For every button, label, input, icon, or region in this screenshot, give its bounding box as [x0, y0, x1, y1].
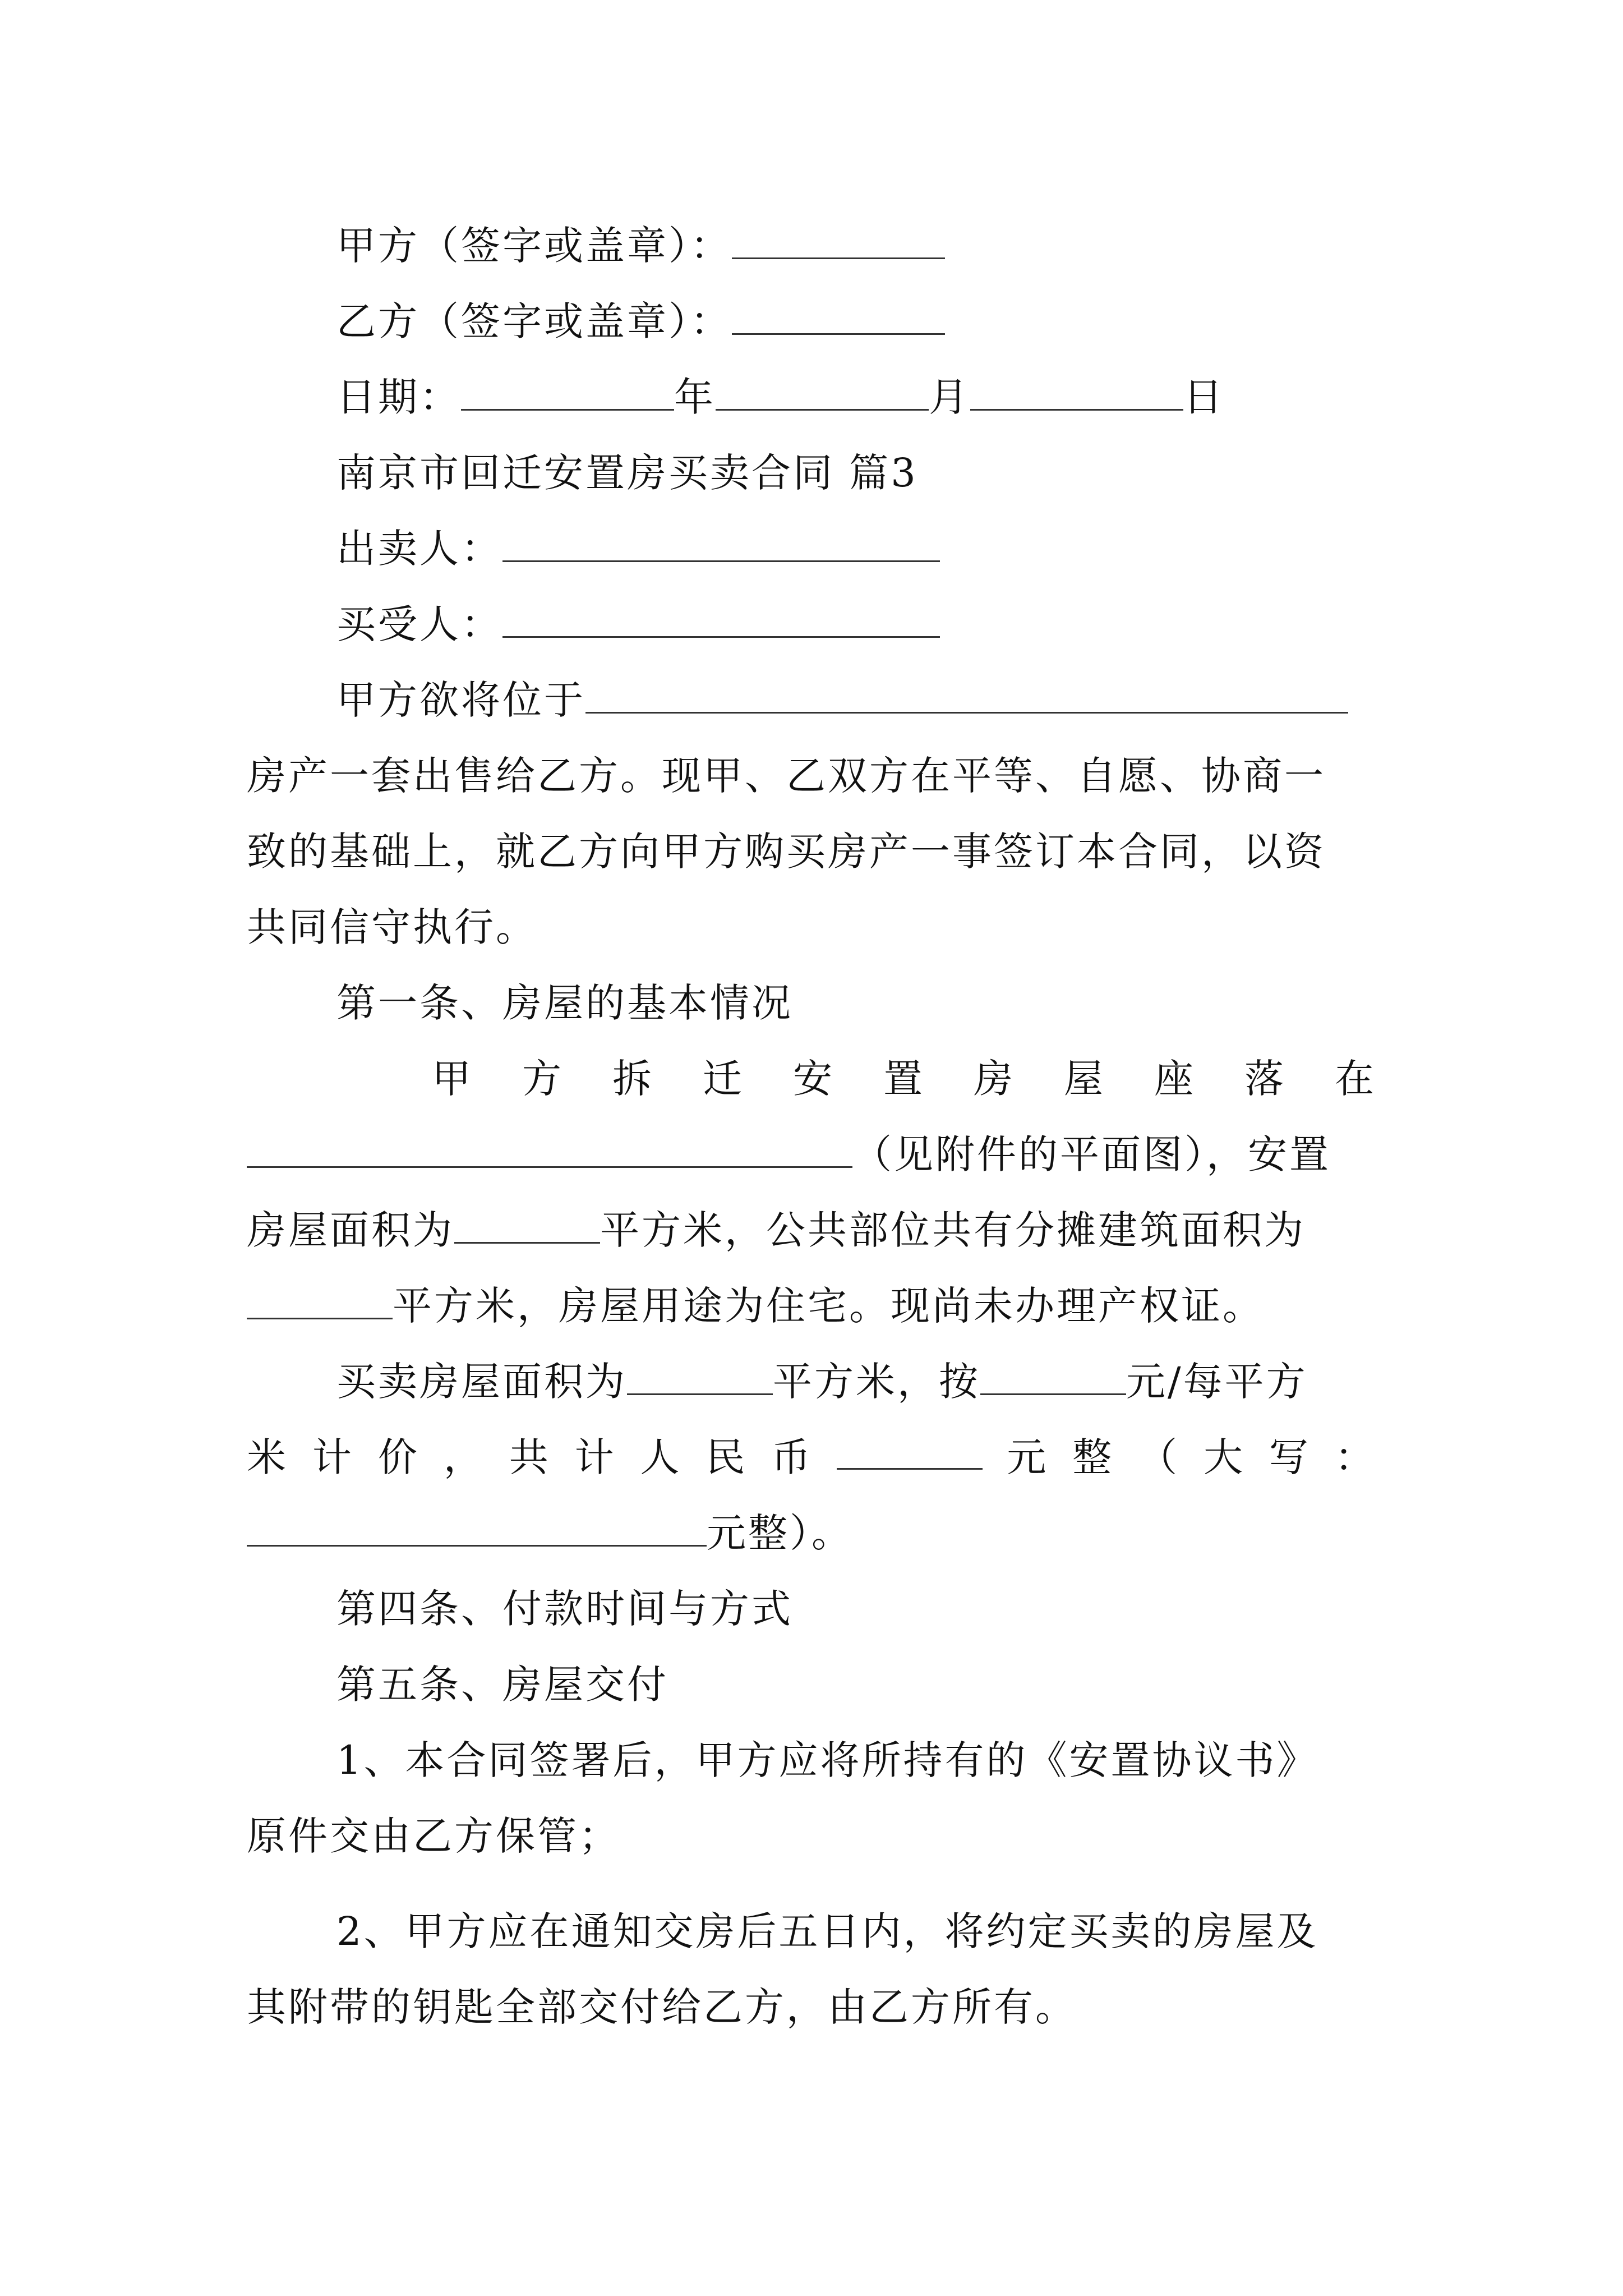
intro-line-4: 共同信守执行。	[247, 904, 537, 950]
spaced-char: 米	[247, 1434, 288, 1480]
price-line-3	[247, 1509, 1376, 1557]
spaced-char: 价	[377, 1434, 419, 1480]
spaced-char: 安	[793, 1056, 834, 1102]
unit-price-blank	[980, 1359, 1126, 1395]
amount-in-words-blank	[247, 1510, 707, 1547]
total-price-blank	[837, 1433, 983, 1470]
intro-line-2: 房产一套出售给乙方。现甲、乙双方在平等、自愿、协商一	[247, 753, 1326, 799]
address-blank	[247, 1131, 852, 1168]
price-line-2	[247, 1433, 1376, 1481]
spaced-char: 落	[1244, 1056, 1286, 1102]
spaced-char: 大	[1203, 1434, 1245, 1480]
month-label: 月	[929, 374, 970, 420]
seller-line	[336, 524, 1376, 573]
article-1-line-3	[247, 1206, 1376, 1254]
intro-line-3: 致的基础上，就乙方向甲方购买房产一事签订本合同，以资	[247, 829, 1326, 875]
item-2-line-2: 其附带的钥匙全部交付给乙方，由乙方所有。	[247, 1984, 1077, 2030]
item-1-line-2: 原件交由乙方保管；	[247, 1813, 620, 1859]
unit-price-label: 平方米，按	[773, 1359, 980, 1405]
spaced-char: 房	[974, 1056, 1015, 1102]
spaced-char: 民	[706, 1434, 748, 1480]
day-label: 日	[1183, 374, 1225, 420]
party-a-signature-line	[336, 222, 1376, 270]
party-b-blank	[732, 298, 945, 335]
buyer-line	[336, 600, 1376, 648]
article-1-line-2	[247, 1130, 1376, 1179]
date-label: 日期：	[336, 374, 461, 420]
sale-area-label: 买卖房屋面积为	[336, 1359, 627, 1405]
area-label: 房屋面积为	[247, 1207, 454, 1253]
article-1-line-4	[247, 1282, 1376, 1330]
month-blank	[716, 374, 929, 411]
shared-area-label: 平方米，公共部位共有分摊建筑面积为	[600, 1207, 1306, 1253]
article-1-spaced-line	[432, 1055, 1376, 1103]
buyer-label: 买受人：	[336, 601, 502, 647]
spaced-char: 方	[522, 1056, 564, 1102]
spaced-char: 人	[640, 1434, 682, 1480]
spaced-char: 写	[1269, 1434, 1311, 1480]
contract-title: 南京市回迁安置房买卖合同 篇3	[336, 450, 918, 496]
intro-text-1: 甲方欲将位于	[336, 677, 585, 723]
shared-area-blank	[247, 1283, 393, 1319]
spaced-char: 置	[883, 1056, 925, 1102]
article-4-heading: 第四条、付款时间与方式	[336, 1586, 793, 1632]
party-a-label: 甲方（签字或盖章）：	[336, 223, 732, 269]
day-blank	[970, 374, 1183, 411]
area-blank	[454, 1207, 600, 1244]
floor-plan-note: （见附件的平面图），安置	[852, 1131, 1331, 1177]
item-2-line-1: 2、甲方应在通知交房后五日内，将约定买卖的房屋及	[336, 1908, 1318, 1954]
intro-line-1	[336, 676, 1376, 724]
spaced-char: 共	[509, 1434, 551, 1480]
buyer-blank	[502, 601, 940, 638]
party-b-signature-line	[336, 297, 1376, 346]
spaced-char: 计	[574, 1434, 616, 1480]
date-line	[336, 373, 1376, 421]
article-5-heading: 第五条、房屋交付	[336, 1662, 668, 1708]
per-sqm-label: 元/每平方	[1126, 1359, 1308, 1405]
article-1-heading: 第一条、房屋的基本情况	[336, 980, 793, 1026]
seller-label: 出卖人：	[336, 526, 502, 572]
usage-note: 平方米，房屋用途为住宅。现尚未办理产权证。	[393, 1283, 1264, 1329]
spaced-char: 元	[1007, 1434, 1049, 1480]
spaced-char: 在	[1335, 1056, 1376, 1102]
spaced-char: ，	[443, 1434, 485, 1480]
price-line-1	[336, 1358, 1376, 1406]
spaced-char: 甲	[432, 1056, 473, 1102]
spaced-char: 屋	[1064, 1056, 1105, 1102]
spaced-char: 整	[1072, 1434, 1114, 1480]
spaced-char: 座	[1154, 1056, 1196, 1102]
year-blank	[461, 374, 674, 411]
spaced-char: 迁	[703, 1056, 744, 1102]
spaced-char: 计	[312, 1434, 354, 1480]
yuan-close: 元整）。	[707, 1510, 853, 1556]
spaced-char: 拆	[612, 1056, 654, 1102]
sale-area-blank	[627, 1359, 773, 1395]
party-b-label: 乙方（签字或盖章）：	[336, 298, 732, 344]
party-a-blank	[732, 223, 945, 259]
spaced-char: 币	[771, 1434, 813, 1480]
seller-blank	[502, 526, 940, 562]
year-label: 年	[674, 374, 716, 420]
spaced-char: （	[1138, 1434, 1180, 1480]
spaced-char: ：	[1334, 1434, 1376, 1480]
location-blank	[585, 677, 1348, 714]
item-1-line-1: 1、本合同签署后，甲方应将所持有的《安置协议书》	[336, 1737, 1318, 1783]
